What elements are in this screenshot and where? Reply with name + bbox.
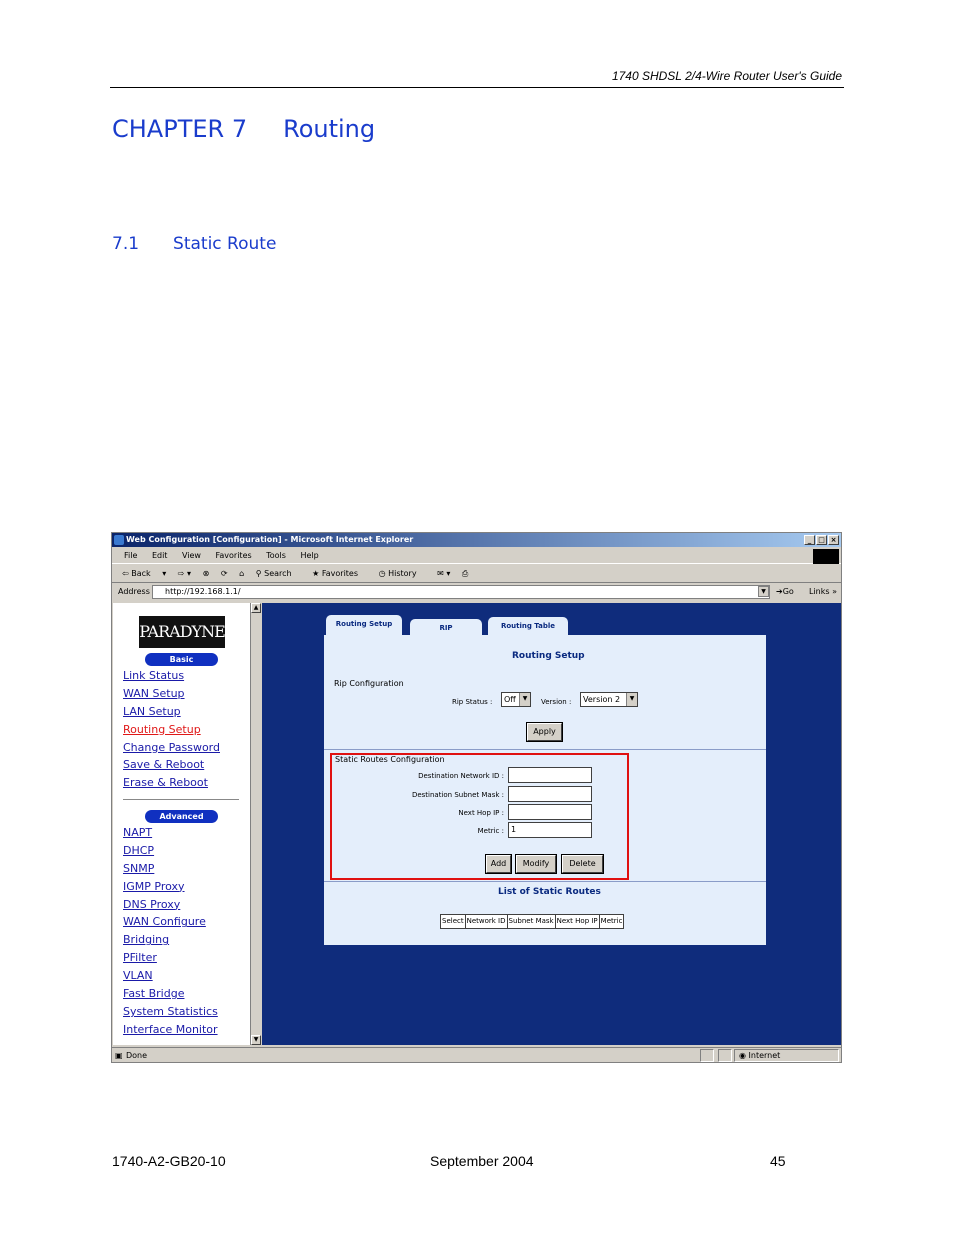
paradyne-logo: PARADYNE xyxy=(139,616,225,648)
address-bar xyxy=(112,584,841,600)
nav-snmp[interactable]: SNMP xyxy=(123,861,155,875)
zone-indicator: ◉ Internet xyxy=(734,1049,839,1062)
version-select[interactable]: Version 2 ▼ xyxy=(580,692,638,707)
window-title: Web Configuration [Configuration] - Microsoft Internet Explorer xyxy=(126,535,414,544)
minimize-icon[interactable]: _ xyxy=(804,535,815,545)
chapter-title: Routing xyxy=(283,115,376,143)
tab-routing-table[interactable]: Routing Table xyxy=(488,617,568,637)
forward-icon[interactable]: ⇨ ▾ xyxy=(177,569,192,578)
footer-date: September 2004 xyxy=(430,1153,534,1169)
go-button[interactable]: ➔Go xyxy=(776,587,794,596)
table-header-network-id: Network ID xyxy=(466,915,508,928)
routing-setup-title: Routing Setup xyxy=(512,651,585,661)
nav-scrollbar[interactable] xyxy=(250,603,261,1045)
page-icon: ▣ xyxy=(115,1051,123,1060)
browser-window xyxy=(111,532,842,1063)
refresh-icon[interactable]: ⟳ xyxy=(220,569,228,578)
delete-button[interactable]: Delete xyxy=(562,855,603,873)
window-titlebar xyxy=(112,533,841,547)
static-routes-title: Static Routes Configuration xyxy=(335,755,445,764)
nav-igmp-proxy[interactable]: IGMP Proxy xyxy=(123,879,185,893)
nav-routing-setup[interactable]: Routing Setup xyxy=(123,722,201,736)
menu-favorites[interactable]: Favorites xyxy=(215,551,252,560)
header-rule xyxy=(110,87,844,88)
chapter-label: CHAPTER 7 xyxy=(112,115,248,143)
menu-file[interactable]: File xyxy=(124,551,138,560)
panel-divider xyxy=(324,749,766,750)
apply-button[interactable]: Apply xyxy=(527,723,562,741)
ie-icon xyxy=(114,535,124,545)
browser-toolbar xyxy=(112,565,841,583)
history-button[interactable]: ◷ History xyxy=(378,569,417,578)
next-hop-input[interactable] xyxy=(508,804,592,820)
links-button[interactable]: Links » xyxy=(809,587,837,596)
nav-napt[interactable]: NAPT xyxy=(123,826,153,839)
nav-divider xyxy=(123,799,239,800)
basic-section-label: Basic xyxy=(145,653,218,666)
nav-dns-proxy[interactable]: DNS Proxy xyxy=(123,897,181,911)
scroll-up-icon[interactable]: ▲ xyxy=(251,603,261,613)
mail-icon[interactable]: ✉ ▾ xyxy=(437,569,451,578)
maximize-icon[interactable]: □ xyxy=(816,535,827,545)
dest-network-label: Destination Network ID : xyxy=(418,772,504,780)
status-text: Done xyxy=(126,1051,148,1060)
footer-page-number: 45 xyxy=(770,1153,786,1169)
tab-routing-setup[interactable]: Routing Setup xyxy=(326,615,402,635)
basic-nav-list xyxy=(123,667,220,792)
globe-icon: ◉ xyxy=(739,1051,746,1060)
nav-save-reboot[interactable]: Save & Reboot xyxy=(123,758,205,772)
nav-wan-setup[interactable]: WAN Setup xyxy=(123,686,185,700)
advanced-nav-list xyxy=(123,824,218,1039)
static-routes-list-title: List of Static Routes xyxy=(498,887,601,897)
panel-divider xyxy=(324,881,766,882)
status-segment xyxy=(718,1049,732,1062)
nav-interface-monitor[interactable]: Interface Monitor xyxy=(123,1022,218,1036)
footer-doc-id: 1740-A2-GB20-10 xyxy=(112,1153,226,1169)
nav-bridging[interactable]: Bridging xyxy=(123,933,170,947)
section-title: Static Route xyxy=(173,234,277,254)
nav-vlan[interactable]: VLAN xyxy=(123,969,153,983)
menu-help[interactable]: Help xyxy=(300,551,319,560)
nav-wan-configure[interactable]: WAN Configure xyxy=(123,915,206,929)
nav-lan-setup[interactable]: LAN Setup xyxy=(123,704,181,718)
address-input[interactable]: http://192.168.1.1/ xyxy=(152,585,770,599)
nav-link-status[interactable]: Link Status xyxy=(123,669,185,682)
nav-erase-reboot[interactable]: Erase & Reboot xyxy=(123,776,208,790)
menu-bar xyxy=(112,548,841,564)
tab-rip[interactable]: RIP xyxy=(410,619,482,639)
nav-change-password[interactable]: Change Password xyxy=(123,740,220,754)
table-header-next-hop: Next Hop IP xyxy=(556,915,600,928)
chapter-heading xyxy=(112,115,375,143)
windows-logo-icon xyxy=(813,549,839,564)
back-button[interactable]: ⇦ Back ▾ xyxy=(122,569,167,578)
metric-input[interactable]: 1 xyxy=(508,822,592,838)
menu-tools[interactable]: Tools xyxy=(266,551,286,560)
version-label: Version : xyxy=(541,698,572,706)
address-dropdown-icon[interactable]: ▼ xyxy=(758,586,769,597)
section-heading xyxy=(112,234,276,254)
next-hop-label: Next Hop IP : xyxy=(458,809,504,817)
rip-status-select[interactable]: Off ▼ xyxy=(501,692,531,707)
stop-icon[interactable]: ⊗ xyxy=(202,569,210,578)
address-label: Address xyxy=(118,587,150,596)
main-content-frame xyxy=(262,603,841,1045)
left-nav-frame xyxy=(113,603,250,1045)
static-routes-table-header xyxy=(440,914,624,929)
menu-edit[interactable]: Edit xyxy=(151,551,168,560)
close-icon[interactable]: × xyxy=(828,535,839,545)
chevron-down-icon: ▼ xyxy=(519,693,530,706)
home-icon[interactable]: ⌂ xyxy=(239,569,245,578)
table-header-metric: Metric xyxy=(600,917,623,925)
routing-setup-panel xyxy=(324,635,766,945)
dest-mask-input[interactable] xyxy=(508,786,592,802)
menu-view[interactable]: View xyxy=(181,551,201,560)
dest-network-input[interactable] xyxy=(508,767,592,783)
nav-system-statistics[interactable]: System Statistics xyxy=(123,1004,218,1018)
rip-status-label: Rip Status : xyxy=(452,698,493,706)
search-button[interactable]: ⚲ Search xyxy=(255,569,292,578)
rip-config-label: Rip Configuration xyxy=(334,679,404,688)
modify-button[interactable]: Modify xyxy=(516,855,556,873)
advanced-section-label: Advanced xyxy=(145,810,218,823)
nav-fast-bridge[interactable]: Fast Bridge xyxy=(123,987,185,1001)
status-bar xyxy=(112,1047,841,1062)
table-header-select: Select xyxy=(441,915,466,928)
dest-mask-label: Destination Subnet Mask : xyxy=(411,791,504,799)
section-number: 7.1 xyxy=(112,234,140,254)
print-icon[interactable]: ⎙ xyxy=(461,569,469,578)
scroll-down-icon[interactable]: ▼ xyxy=(251,1035,261,1045)
favorites-button[interactable]: ★ Favorites xyxy=(312,569,359,578)
add-button[interactable]: Add xyxy=(486,855,511,873)
table-header-subnet-mask: Subnet Mask xyxy=(508,915,556,928)
chevron-down-icon: ▼ xyxy=(626,693,637,706)
metric-label: Metric : xyxy=(477,827,504,835)
nav-dhcp[interactable]: DHCP xyxy=(123,843,155,857)
nav-pfilter[interactable]: PFilter xyxy=(123,951,157,965)
running-header: 1740 SHDSL 2/4-Wire Router User's Guide xyxy=(611,69,842,83)
status-segment xyxy=(700,1049,714,1062)
